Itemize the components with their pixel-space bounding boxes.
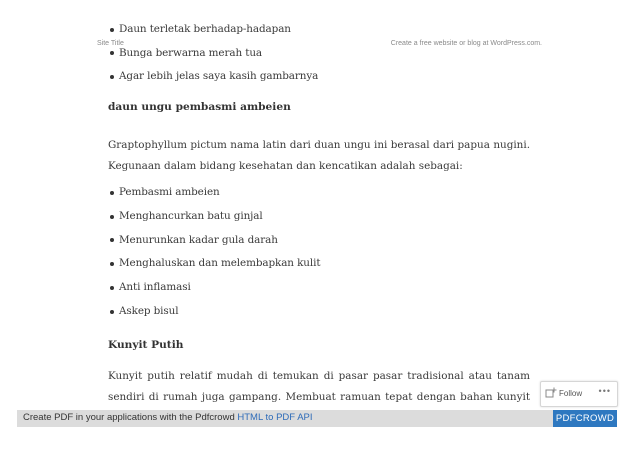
bullet-icon [110,51,114,55]
list-item [108,18,318,42]
list-item [108,181,320,205]
bullet-icon [110,310,114,314]
list-item [108,300,320,324]
list-item-text: Bunga berwarna merah tua [119,46,263,59]
benefits-list [108,181,320,324]
list-item-text: Askep bisul [119,304,179,317]
list-item-text: Agar lebih jelas saya kasih gambarnya [119,70,319,82]
wordpress-credit-link[interactable]: Create a free website or blog at WordPress.com. [390,40,542,47]
follow-plus-icon [545,387,557,399]
list-item [108,205,320,229]
list-item [108,229,320,253]
footer-text [23,412,313,423]
bullet-icon [110,215,114,219]
list-item [108,42,318,66]
list-item-text: Anti inflamasi [119,281,191,294]
pdf-footer-bar [17,410,617,427]
bullet-icon [110,28,114,32]
footer-api-link[interactable]: HTML to PDF API [237,412,313,423]
section-heading: daun ungu pembasmi ambeien [108,101,291,113]
list-item [108,276,320,300]
list-item [108,65,318,89]
bullet-icon [110,238,114,242]
bullet-icon [110,191,114,195]
bullet-icon [110,262,114,266]
list-item-text: Menghaluskan dan melembapkan kulit [119,257,321,270]
footer-caption: Create PDF in your applications with the Pdfcrowd [23,412,238,423]
follow-button[interactable] [545,385,587,401]
list-item [108,252,320,276]
section-heading: Kunyit Putih [108,339,184,351]
bullet-icon [110,286,114,290]
section-paragraph: Kunyit putih relatif mudah di temukan di pasar pasar tradisional atau tanam sendiri di rumah juga gampang. Membuat ramuan tepat dengan bahan kunyit [108,370,530,403]
bullet-icon [110,75,114,79]
more-options-button[interactable]: ••• [598,386,611,396]
follow-widget [540,381,618,407]
list-item-text: Menghancurkan batu ginjal [119,209,263,222]
list-item-text: Pembasmi ambeien [119,186,220,198]
feature-list [108,18,318,89]
list-item-text: Menurunkan kadar gula darah [119,233,278,246]
list-item-text: Daun terletak berhadap-hadapan [119,23,291,35]
section-paragraph: Graptophyllum pictum nama latin dari duan ungu ini berasal dari papua nugini. Kegunaan dalam bidang kesehatan dan kencatikan adalah sebagai: [108,139,530,172]
site-title[interactable]: Site Title [97,40,124,47]
pdfcrowd-brand-link[interactable]: PDFCROWD [553,410,617,427]
follow-label: Follow [559,388,583,398]
